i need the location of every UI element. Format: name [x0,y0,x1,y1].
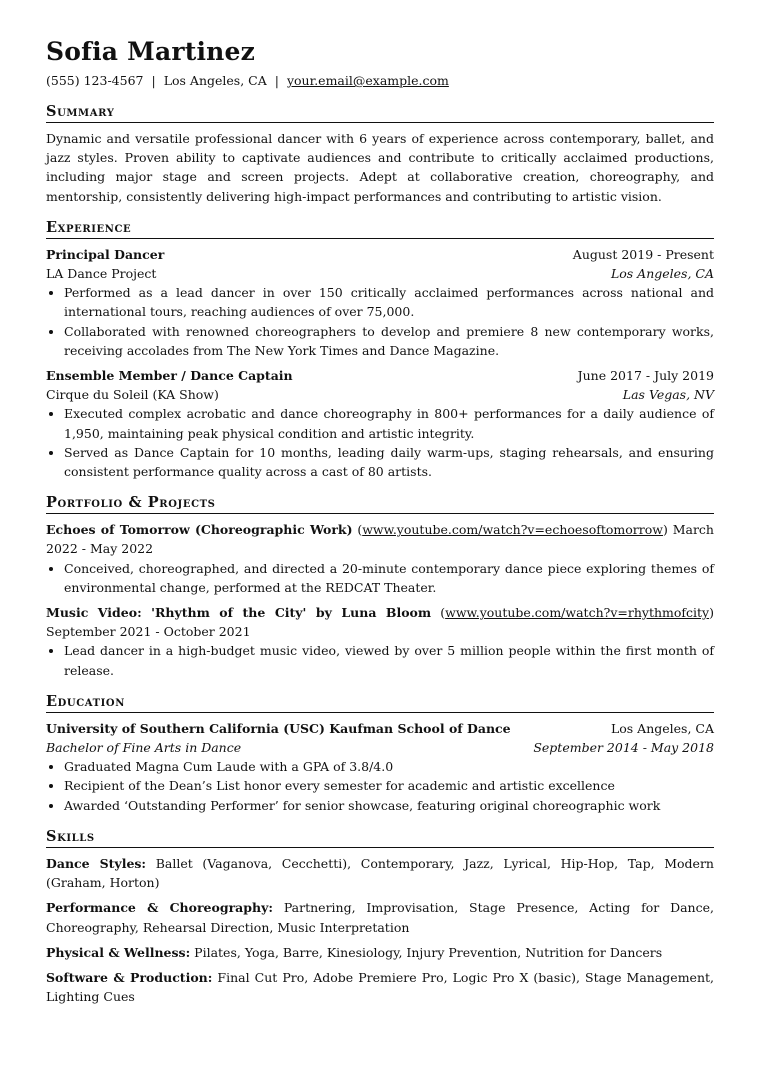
skill-text: Partnering, Improvisation, Stage Presence, Acting for Dance, Choreography, Rehearsal Direction, Music Interpretation [46,900,714,935]
list-item: • Executed complex acrobatic and dance choreography in 800+ performances for a daily audience of 1,950, maintaining peak physical condition and artistic integrity. [64,404,714,442]
school-name: University of Southern California (USC) Kaufman School of Dance [46,720,511,736]
skill-row [46,943,714,962]
job-bullets [46,283,714,360]
project-name: Echoes of Tomorrow (Choreographic Work) [46,522,353,538]
list-item: • Collaborated with renowned choreographers to develop and premiere 8 new contemporary works, receiving accolades from The New York Times and Dance Magazine. [64,322,714,360]
skill-row [46,898,714,936]
job-organization: LA Dance Project [46,266,157,282]
skill-row [46,854,714,892]
project-entry: Echoes of Tomorrow (Choreographic Work) (www.youtube.com/watch?v=echoesoftomorrow) March 2022 - May 2022 • Conceived, choreographed, and directed a 20-minute contemporary dance piece exploring themes of environmental change, performed at the REDCAT Theater. [46,520,714,597]
list-item: • Awarded ‘Outstanding Performer’ for senior showcase, featuring original choreographic work [64,796,714,815]
project-entry: Music Video: 'Rhythm of the City' by Luna Bloom (www.youtube.com/watch?v=rhythmofcity) September 2021 - October 2021 • Lead dancer in a high-budget music video, viewed by over 5 million people within the first month of release. [46,603,714,680]
degree: Bachelor of Fine Arts in Dance [46,740,242,756]
section-title-portfolio: Portfolio & Projects [46,494,714,514]
skill-label: Performance & Choreography: [46,900,273,916]
phone-number: (555) 123-4567 [46,73,144,88]
skill-text: Pilates, Yoga, Barre, Kinesiology, Injury Prevention, Nutrition for Dancers [194,944,663,960]
separator: | [274,73,279,88]
list-item: • Recipient of the Dean’s List honor every semester for academic and artistic excellence [64,776,714,795]
location: Los Angeles, CA [163,73,267,88]
section-title-education: Education [46,693,714,713]
section-title-experience: Experience [46,219,714,239]
list-item: • Lead dancer in a high-budget music video, viewed by over 5 million people within the first month of release. [64,641,714,679]
experience-entry [46,245,714,360]
job-organization: Cirque du Soleil (KA Show) [46,387,219,403]
job-bullets [46,404,714,481]
project-link[interactable]: www.youtube.com/watch?v=echoesoftomorrow [362,522,663,538]
job-role: Ensemble Member / Dance Captain [46,368,293,384]
project-dates: September 2021 - October 2021 [46,624,251,640]
skill-label: Dance Styles: [46,855,147,871]
project-bullets [46,641,714,679]
candidate-name: Sofia Martinez [46,37,256,66]
section-title-summary: Summary [46,103,714,123]
list-item: • Graduated Magna Cum Laude with a GPA of 3.8/4.0 [64,757,714,776]
contact-line [46,72,714,90]
job-location: Los Angeles, CA [610,266,714,282]
school-location: Los Angeles, CA [610,720,714,736]
section-title-skills: Skills [46,828,714,848]
job-dates: June 2017 - July 2019 [577,368,714,384]
job-dates: August 2019 - Present [572,246,714,262]
skill-text: Final Cut Pro, Adobe Premiere Pro, Logic Pro X (basic), Stage Management, Lighting Cues [46,969,714,1005]
job-location: Las Vegas, NV [622,387,714,403]
project-name: Music Video: 'Rhythm of the City' by Luna Bloom [46,605,432,621]
summary-text: Dynamic and versatile professional dancer with 6 years of experience across contemporary, ballet, and jazz styles. Proven ability to captivate audiences and contribute to critically acclaimed productions, including major stage and screen projects. Adept at collaborative creation, choreography, and mentorship, consistently delivering high-impact performances and contributing to artistic vision. [46,131,714,204]
education-entry [46,719,714,815]
education-bullets [46,757,714,815]
skill-row [46,968,714,1006]
experience-entry [46,366,714,481]
separator: | [151,73,156,88]
list-item: • Performed as a lead dancer in over 150 critically acclaimed performances across national and international tours, reaching audiences of over 75,000. [64,283,714,321]
list-item: • Conceived, choreographed, and directed a 20-minute contemporary dance piece exploring themes of environmental change, performed at the REDCAT Theater. [64,559,714,597]
education-dates: September 2014 - May 2018 [533,740,714,756]
skill-text: Ballet (Vaganova, Cecchetti), Contemporary, Jazz, Lyrical, Hip-Hop, Tap, Modern (Graham, Horton) [46,855,714,891]
project-link[interactable]: www.youtube.com/watch?v=rhythmofcity [445,605,710,621]
job-role: Principal Dancer [46,246,165,262]
email-link[interactable]: your.email@example.com [286,73,449,88]
skill-label: Software & Production: [46,969,213,985]
project-dates: March 2022 - May 2022 [46,522,714,557]
project-bullets [46,559,714,597]
skill-label: Physical & Wellness: [46,944,191,960]
list-item: • Served as Dance Captain for 10 months, leading daily warm-ups, staging rehearsals, and ensuring consistent performance quality across a cast of 80 artists. [64,443,714,481]
